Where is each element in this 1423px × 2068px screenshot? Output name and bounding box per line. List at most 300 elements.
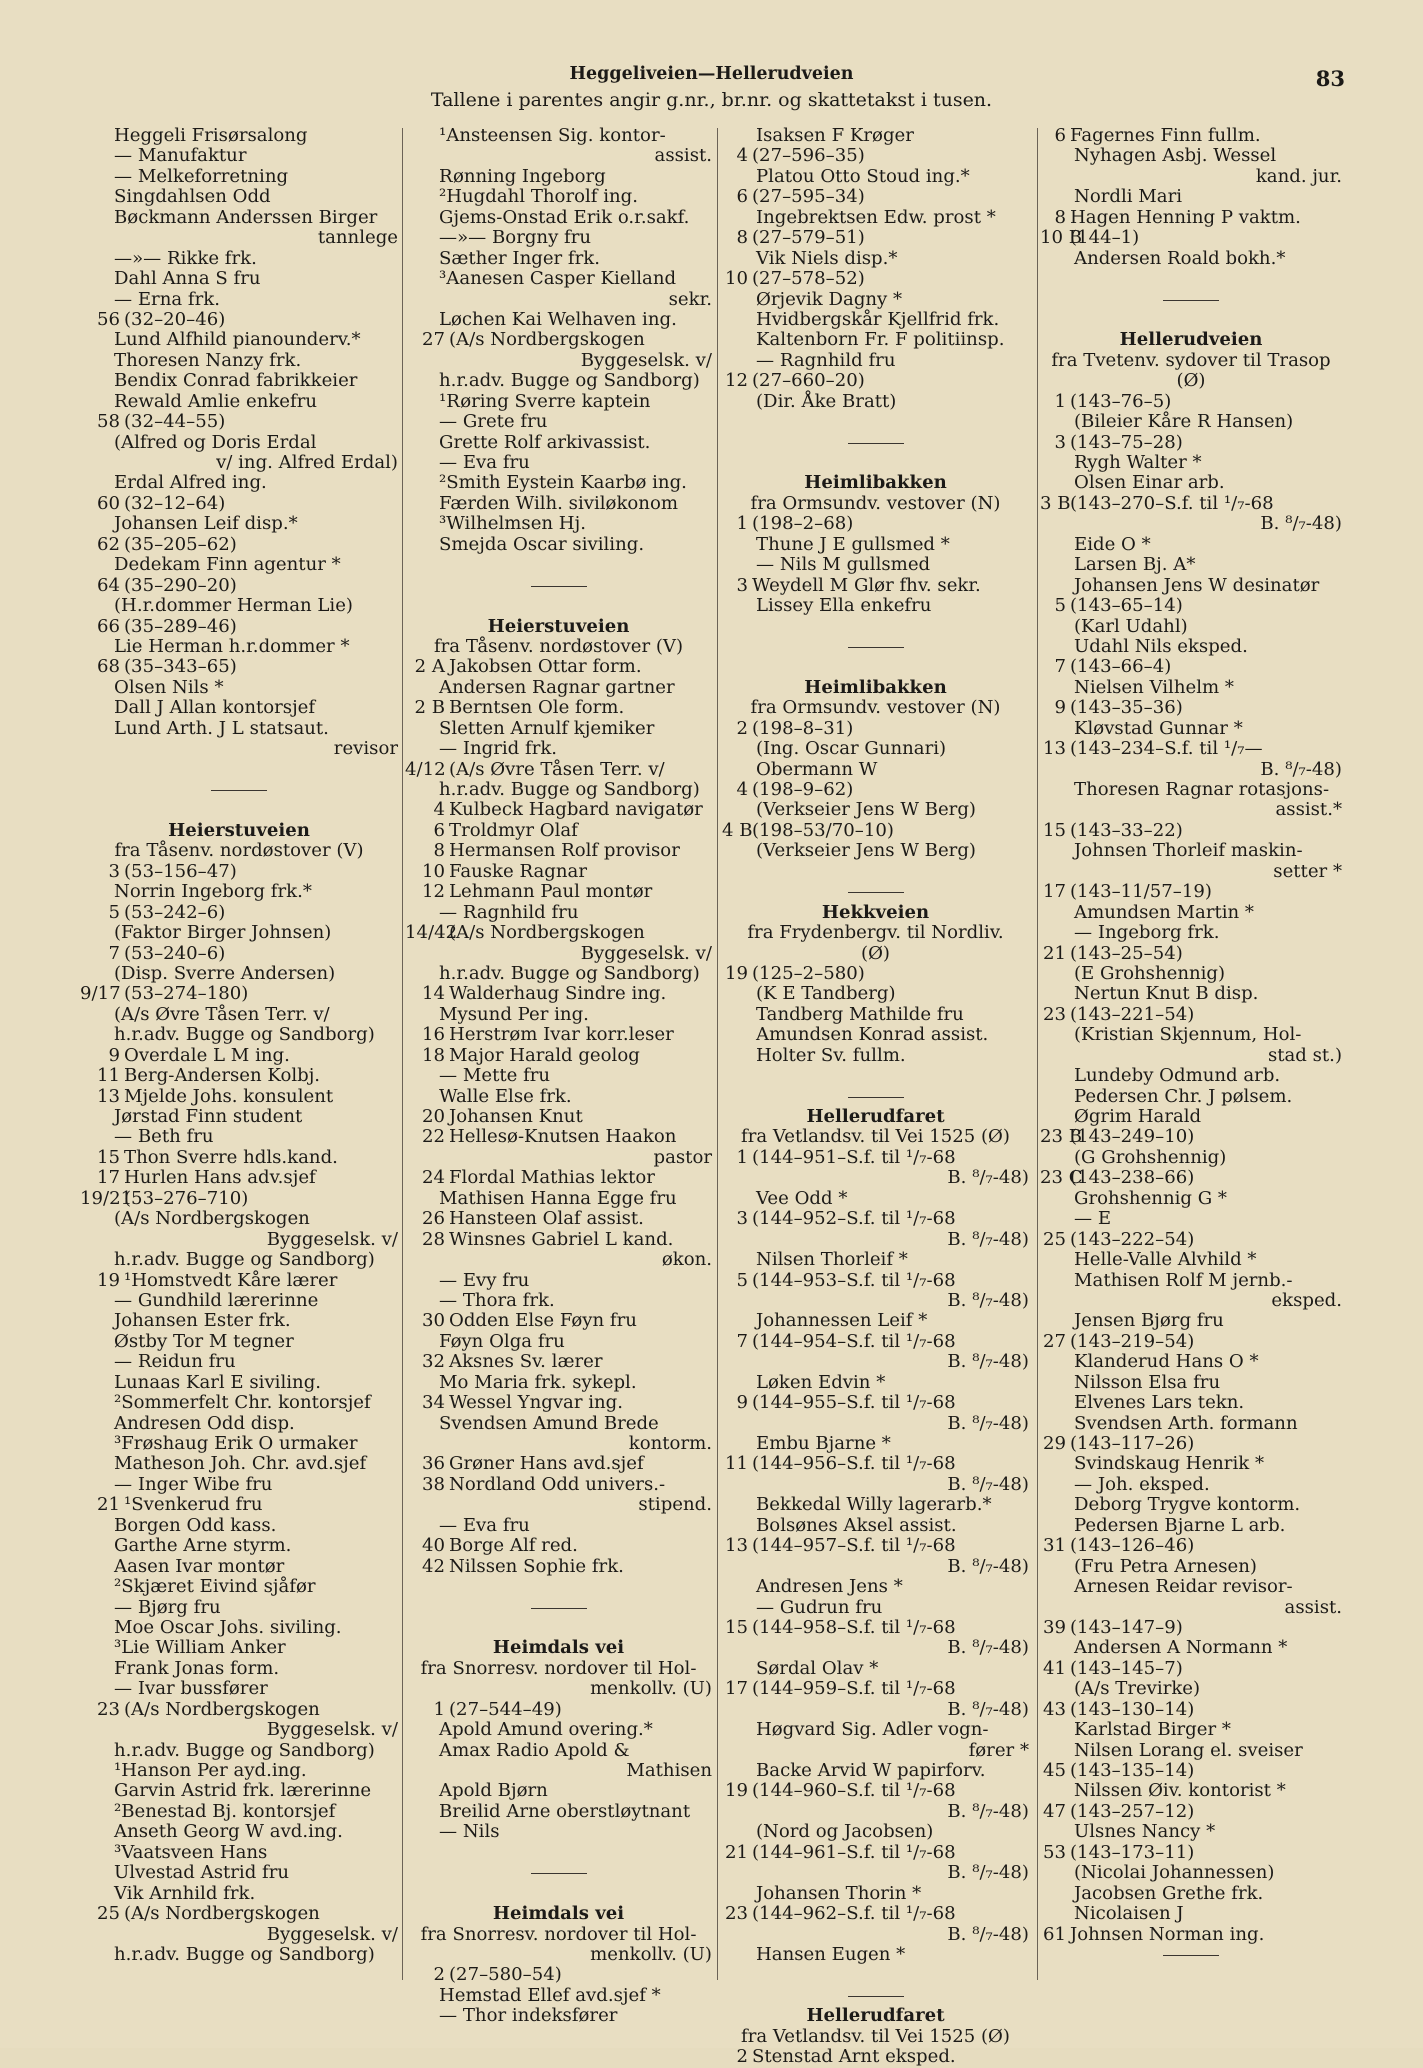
- resident-entry: ³Lie William Anker: [114, 1637, 286, 1659]
- resident-entry: Nyhagen Asbj. Wessel: [1074, 145, 1277, 167]
- entry-text: (143–65–14): [1070, 595, 1183, 617]
- street-route: fra Snorresv. nordover til Hol-: [420, 1657, 697, 1679]
- resident-entry: Olsen Nils *: [114, 676, 224, 698]
- entry-text: (198–8–31): [752, 717, 854, 739]
- house-number: 19: [724, 962, 748, 984]
- house-entry: [1040, 1659, 1342, 1679]
- resident-entry: Ørjevik Dagny *: [756, 288, 903, 310]
- house-number: 11: [96, 1065, 120, 1087]
- resident-entry: Bekkedal Willy lagerarb.*: [756, 1494, 992, 1516]
- entry-text: (27–544–49): [449, 1698, 562, 1720]
- house-number: 19/21: [80, 1187, 133, 1209]
- resident-entry: (K E Tandberg): [756, 983, 896, 1005]
- resident-entry: Lissey Ella enkefru: [756, 595, 932, 617]
- resident-entry: (Nord og Jacobsen): [756, 1821, 934, 1843]
- resident-entry: Svindskaug Henrik *: [1074, 1453, 1265, 1475]
- resident-entry: (Dir. Åke Bratt): [756, 390, 897, 412]
- house-entry: [1040, 944, 1342, 964]
- resident-entry: Garvin Astrid frk. lærerinne: [114, 1780, 372, 1802]
- entry-continuation: v/ ing. Alfred Erdal): [216, 452, 398, 473]
- house-entry: [722, 780, 1029, 800]
- resident-entry: — Thora frk.: [439, 1289, 555, 1311]
- entry-continuation: setter *: [1273, 860, 1342, 882]
- house-number: 7: [736, 1330, 748, 1352]
- entry-text: (198–9–62): [752, 779, 854, 800]
- resident-entry: Eide O *: [1074, 533, 1151, 555]
- entry-text: Stenstad Arnt eksped.: [752, 2046, 956, 2068]
- house-number: 3 B: [1040, 492, 1071, 514]
- house-number: 42: [421, 1555, 445, 1577]
- entry-text: (53–240–6): [124, 942, 226, 964]
- resident-entry: Norrin Ingeborg frk.*: [114, 881, 312, 903]
- house-entry: [1040, 1761, 1342, 1781]
- resident-entry: Dedekam Finn agentur *: [114, 554, 341, 576]
- entry-text: Troldmyr Olaf: [449, 819, 578, 841]
- resident-entry: h.r.adv. Bugge og Sandborg): [439, 370, 700, 392]
- house-entry: [722, 719, 1029, 739]
- street-route: fra Vetlandsv. til Vei 1525 (Ø): [741, 2025, 1010, 2047]
- house-number: 23 C: [1040, 1167, 1083, 1189]
- house-entry: [80, 984, 398, 1004]
- house-entry: [405, 1700, 712, 1720]
- house-number: 34: [421, 1392, 445, 1414]
- resident-entry: Jensen Bjørg fru: [1074, 1310, 1224, 1332]
- resident-entry: ¹Røring Sverre kaptein: [439, 390, 651, 412]
- street-heading: Heimdals vei: [492, 1637, 625, 1659]
- resident-entry: — Nils M gullsmed: [756, 554, 931, 576]
- resident-entry: Backe Arvid W papirforv.: [756, 1760, 986, 1781]
- house-number: 29: [1042, 1433, 1066, 1454]
- resident-entry: Pedersen Chr. J pølsem.: [1074, 1085, 1293, 1107]
- house-entry: [405, 882, 712, 902]
- house-number: 60: [96, 492, 120, 514]
- street-heading: Heimlibakken: [804, 676, 947, 698]
- resident-entry: — Ingrid frk.: [439, 738, 558, 760]
- entry-continuation: kontorm.: [628, 1433, 712, 1454]
- house-number: 4: [736, 779, 748, 800]
- entry-continuation: B. ⁸/₇-48): [947, 1289, 1029, 1311]
- house-entry: [405, 698, 712, 718]
- resident-entry: Andersen A Normann *: [1074, 1637, 1288, 1659]
- resident-entry: Anseth Georg W avd.ing.: [114, 1821, 343, 1843]
- house-number: 13: [1042, 738, 1066, 760]
- resident-entry: Arnesen Reidar revisor-: [1074, 1576, 1293, 1598]
- resident-entry: Johnsen Thorleif maskin-: [1074, 840, 1303, 862]
- house-entry: [722, 821, 1029, 841]
- resident-entry: Johansen Ester frk.: [114, 1310, 291, 1332]
- resident-entry: Lund Alfhild pianounderv.*: [114, 329, 361, 351]
- resident-entry: Vik Arnhild frk.: [114, 1882, 256, 1904]
- entry-continuation: pastor: [653, 1146, 712, 1168]
- house-number: 5: [736, 1269, 748, 1291]
- entry-text: (144–951–S.f. til ¹/₇-68: [752, 1146, 956, 1168]
- resident-entry: Grohshennig G *: [1074, 1187, 1227, 1209]
- house-entry: [405, 841, 712, 861]
- house-entry: [405, 1352, 712, 1372]
- house-number: 2: [433, 1964, 445, 1986]
- resident-entry: — Evy fru: [439, 1269, 530, 1291]
- resident-entry: ³Frøshaug Erik O urmaker: [114, 1433, 358, 1454]
- resident-entry: (A/s Trevirke): [1074, 1678, 1201, 1700]
- house-entry: [1040, 1127, 1342, 1147]
- house-entry: [1040, 1230, 1342, 1250]
- page-number: 83: [1315, 66, 1345, 91]
- resident-entry: Bøckmann Anderssen Birger: [114, 206, 378, 228]
- house-number: 6: [433, 819, 445, 841]
- house-number: 17: [1042, 881, 1066, 903]
- resident-entry: Aasen Ivar montør: [114, 1555, 285, 1577]
- entry-text: (144–959–S.f. til ¹/₇-68: [752, 1678, 956, 1700]
- street-heading: Heierstuveien: [487, 615, 630, 637]
- house-number: 9: [108, 1044, 120, 1066]
- page-subtitle: Tallene i parentes angir g.nr., br.nr. og skattetakst i tusen.: [430, 89, 993, 111]
- house-entry: [1040, 392, 1342, 412]
- spacer: [722, 657, 1029, 677]
- resident-entry: Sletten Arnulf kjemiker: [439, 717, 655, 739]
- street-route: fra Tåsenv. nordøstover (V): [433, 635, 684, 657]
- house-entry: [80, 1168, 398, 1188]
- resident-entry: Garthe Arne styrm.: [114, 1535, 292, 1557]
- resident-entry: Nordli Mari: [1074, 186, 1183, 208]
- house-entry: [722, 269, 1029, 289]
- entry-text: Hagen Henning P vaktm.: [1070, 206, 1301, 228]
- resident-entry: Thune J E gullsmed *: [756, 533, 950, 555]
- house-entry: [722, 1536, 1029, 1556]
- entry-text: Flordal Mathias lektor: [449, 1167, 655, 1189]
- entry-continuation: B. ⁸/₇-48): [947, 1167, 1029, 1189]
- house-entry: [405, 923, 712, 943]
- house-number: 56: [96, 308, 120, 330]
- house-entry: [80, 494, 398, 514]
- resident-entry: Andersen Roald bokh.*: [1074, 247, 1286, 269]
- entry-text: (53–274–180): [124, 983, 249, 1005]
- house-number: 8: [736, 227, 748, 249]
- house-entry: [1040, 882, 1342, 902]
- resident-entry: (Karl Udahl): [1074, 615, 1188, 637]
- entry-continuation: B. ⁸/₇-48): [947, 1412, 1029, 1434]
- resident-entry: Dahl Anna S fru: [114, 268, 261, 290]
- entry-continuation: eksped.: [1271, 1289, 1342, 1311]
- entry-text: (143–173–11): [1070, 1841, 1195, 1863]
- resident-entry: (Disp. Sverre Andersen): [114, 962, 336, 984]
- house-entry: [1040, 1700, 1342, 1720]
- spacer: [405, 555, 712, 575]
- entry-text: (143–238–66): [1070, 1167, 1195, 1189]
- house-number: 4: [736, 145, 748, 167]
- house-number: 10: [421, 860, 445, 882]
- section-rule: [405, 1598, 712, 1618]
- resident-entry: Dall J Allan kontorsjef: [114, 697, 316, 719]
- resident-entry: Mathisen Rolf M jernb.-: [1074, 1269, 1293, 1291]
- resident-entry: Smejda Oscar siviling.: [439, 533, 645, 555]
- resident-entry: Nertun Knut B disp.: [1074, 983, 1259, 1005]
- resident-entry: (A/s Øvre Tåsen Terr. v/: [114, 1003, 330, 1025]
- section-rule: [722, 637, 1029, 657]
- house-number: 3: [736, 1208, 748, 1230]
- house-number: 27: [421, 329, 445, 351]
- resident-entry: Helle-Valle Alvhild *: [1074, 1249, 1257, 1271]
- entry-continuation: sekr.: [668, 288, 712, 310]
- entry-text: Borge Alf red.: [449, 1535, 578, 1557]
- house-number: 19: [724, 1780, 748, 1802]
- house-entry: [80, 576, 398, 596]
- entry-text: Berntsen Ole form.: [449, 697, 625, 719]
- resident-entry: Thoresen Nanzy frk.: [114, 349, 302, 371]
- resident-entry: (H.r.dommer Herman Lie): [114, 595, 353, 617]
- house-number: 11: [724, 1453, 748, 1475]
- entry-text: Major Harald geolog: [449, 1044, 640, 1066]
- resident-entry: Vik Niels disp.*: [756, 247, 898, 269]
- house-entry: [405, 657, 712, 677]
- resident-entry: (Kristian Skjennum, Hol-: [1074, 1024, 1302, 1046]
- entry-continuation: Byggeselsk. v/: [266, 1228, 398, 1250]
- resident-entry: Ulsnes Nancy *: [1074, 1821, 1216, 1843]
- resident-entry: Færden Wilh. siviløkonom: [439, 492, 679, 514]
- resident-entry: Lie Herman h.r.dommer *: [114, 635, 350, 657]
- entry-text: (27–578–52): [752, 268, 865, 290]
- house-number: 1: [1054, 390, 1066, 412]
- street-route: fra Tvetenv. sydover til Trasop: [1051, 349, 1331, 371]
- house-number: 15: [96, 1146, 120, 1168]
- resident-entry: (Nicolai Johannessen): [1074, 1862, 1275, 1884]
- house-entry: [722, 1904, 1029, 1924]
- entry-text: (143–222–54): [1070, 1228, 1195, 1250]
- house-entry: [1040, 1618, 1342, 1638]
- entry-text: (143–135–14): [1070, 1760, 1195, 1781]
- resident-entry: Heggeli Frisørsalong: [114, 125, 308, 146]
- house-entry: [405, 1311, 712, 1331]
- entry-text: (198–2–68): [752, 513, 854, 535]
- entry-continuation: B. ⁸/₇-48): [947, 1862, 1029, 1884]
- street-route: fra Tåsenv. nordøstover (V): [114, 840, 364, 862]
- house-entry: [80, 1087, 398, 1107]
- entry-text: (144–955–S.f. til ¹/₇-68: [752, 1392, 956, 1414]
- house-entry: [1040, 1925, 1342, 1945]
- house-entry: [1040, 433, 1342, 453]
- house-entry: [1040, 1434, 1342, 1454]
- spacer: [405, 1843, 712, 1863]
- house-number: 12: [421, 881, 445, 903]
- section-rule: [1040, 290, 1342, 310]
- house-entry: [722, 1271, 1029, 1291]
- entry-continuation: B. ⁸/₇-48): [947, 1555, 1029, 1577]
- resident-entry: Amundsen Konrad assist.: [756, 1024, 989, 1046]
- house-number: 9: [736, 1392, 748, 1414]
- spacer: [722, 412, 1029, 432]
- entry-text: (144–962–S.f. til ¹/₇-68: [752, 1903, 956, 1925]
- resident-entry: ¹Ansteensen Sig. kontor-: [439, 125, 666, 146]
- resident-entry: Frank Jonas form.: [114, 1657, 280, 1679]
- house-number: 22: [421, 1126, 445, 1148]
- house-number: 1: [736, 513, 748, 535]
- entry-text: (35–289–46): [124, 615, 237, 637]
- street-heading: Hekkveien: [821, 901, 930, 923]
- entry-text: (35–343–65): [124, 656, 237, 678]
- resident-entry: — Beth fru: [114, 1126, 214, 1148]
- entry-text: (143–130–14): [1070, 1698, 1195, 1720]
- entry-text: Jakobsen Ottar form.: [449, 656, 642, 678]
- resident-entry: Amundsen Martin *: [1074, 901, 1254, 923]
- entry-text: (35–290–20): [124, 574, 237, 596]
- entry-text: Lehmann Paul montør: [449, 881, 653, 903]
- street-route: fra Frydenbergv. til Nordliv.: [747, 922, 1004, 944]
- house-entry: [80, 1066, 398, 1086]
- house-number: 17: [724, 1678, 748, 1700]
- spacer: [1040, 269, 1342, 289]
- entry-continuation: økon.: [661, 1249, 712, 1271]
- entry-continuation: kand. jur.: [1255, 165, 1342, 187]
- resident-entry: (Faktor Birger Johnsen): [114, 922, 332, 944]
- resident-entry: — Inger Wibe fru: [114, 1473, 273, 1495]
- street-route: fra Ormsundv. vestover (N): [750, 697, 1001, 719]
- house-entry: [80, 1271, 398, 1291]
- house-number: 24: [421, 1167, 445, 1189]
- house-number: 20: [421, 1106, 445, 1127]
- house-entry: [80, 1148, 398, 1168]
- entry-text: (143–75–28): [1070, 431, 1183, 453]
- spacer: [80, 800, 398, 820]
- entry-text: Fauske Ragnar: [449, 860, 587, 882]
- resident-entry: Embu Bjarne *: [756, 1433, 891, 1454]
- entry-text: (144–958–S.f. til ¹/₇-68: [752, 1616, 956, 1638]
- house-entry: [80, 412, 398, 432]
- resident-entry: Jørstad Finn student: [114, 1106, 303, 1127]
- resident-entry: h.r.adv. Bugge og Sandborg): [439, 962, 700, 984]
- entry-continuation: revisor: [333, 738, 398, 760]
- entry-text: (A/s Nordbergskogen: [124, 1698, 320, 1720]
- house-entry: [405, 1536, 712, 1556]
- spacer: [405, 1577, 712, 1597]
- entry-text: Hurlen Hans adv.sjef: [124, 1167, 316, 1189]
- entry-text: Odden Else Føyn fru: [449, 1310, 637, 1332]
- entry-continuation: assist.*: [1275, 799, 1342, 821]
- resident-entry: Lunaas Karl E siviling.: [114, 1371, 322, 1393]
- entry-continuation: tannlege: [317, 227, 398, 249]
- entry-text: (27–596–35): [752, 145, 865, 167]
- house-number: 2: [736, 2046, 748, 2068]
- house-number: 14/42: [405, 922, 458, 944]
- house-entry: [1040, 821, 1342, 841]
- house-number: 25: [1042, 1228, 1066, 1250]
- house-entry: [405, 821, 712, 841]
- entry-text: (32–20–46): [124, 308, 226, 330]
- entry-text: Wessel Yngvar ing.: [449, 1392, 624, 1414]
- resident-entry: Løchen Kai Welhaven ing.: [439, 308, 677, 330]
- street-heading: Heierstuveien: [168, 819, 310, 841]
- house-number: 21: [1042, 942, 1066, 964]
- house-number: 39: [1042, 1616, 1066, 1638]
- house-number: 10: [724, 268, 748, 290]
- street-heading: Hellerudfaret: [806, 1106, 945, 1127]
- house-number: 23: [96, 1698, 120, 1720]
- street-route: fra Snorresv. nordover til Hol-: [420, 1923, 697, 1945]
- resident-entry: ³Aanesen Casper Kielland: [439, 268, 677, 290]
- resident-entry: Lundeby Odmund arb.: [1074, 1065, 1281, 1087]
- house-entry: [405, 1557, 712, 1577]
- house-entry: [80, 535, 398, 555]
- house-number: 2 B: [414, 697, 445, 719]
- house-entry: [80, 903, 398, 923]
- house-entry: [405, 1046, 712, 1066]
- entry-continuation: Byggeselsk. v/: [580, 942, 712, 964]
- entry-continuation: assist.: [1284, 1596, 1342, 1618]
- entry-text: (27–579–51): [752, 227, 865, 249]
- resident-entry: Apold Bjørn: [439, 1780, 548, 1802]
- spacer: [722, 1965, 1029, 1985]
- resident-entry: Larsen Bj. A*: [1074, 554, 1196, 576]
- entry-text: (27–660–20): [752, 370, 865, 392]
- house-entry: [405, 1168, 712, 1188]
- house-number: 66: [96, 615, 120, 637]
- resident-entry: Mysund Per ing.: [439, 1003, 589, 1025]
- resident-entry: Nilssen Øiv. kontorist *: [1074, 1780, 1286, 1802]
- house-entry: [1040, 657, 1342, 677]
- spacer: [722, 617, 1029, 637]
- resident-entry: (Bileier Kåre R Hansen): [1074, 411, 1294, 433]
- entry-text: (143–147–9): [1070, 1616, 1183, 1638]
- resident-entry: — Nils: [439, 1821, 500, 1843]
- entry-text: Nilssen Sophie frk.: [449, 1555, 624, 1577]
- house-number: 23: [1042, 1003, 1066, 1025]
- section-rule: [405, 1863, 712, 1883]
- house-number: 4/12: [405, 758, 446, 780]
- section-rule: [80, 780, 398, 800]
- resident-entry: — Joh. eksped.: [1074, 1473, 1210, 1495]
- resident-entry: h.r.adv. Bugge og Sandborg): [114, 1739, 375, 1761]
- house-entry: [1040, 739, 1342, 759]
- entry-text: Winsnes Gabriel L kand.: [449, 1228, 674, 1250]
- resident-entry: Nilsson Elsa fru: [1074, 1371, 1221, 1393]
- resident-entry: Borgen Odd kass.: [114, 1514, 277, 1536]
- house-entry: [722, 1843, 1029, 1863]
- resident-entry: Vee Odd *: [756, 1187, 848, 1209]
- house-number: 23: [724, 1903, 748, 1925]
- house-number: 21: [96, 1494, 120, 1516]
- resident-entry: (G Grohshennig): [1074, 1146, 1227, 1168]
- entry-continuation: Byggeselsk. v/: [266, 1719, 398, 1741]
- house-entry: [722, 1332, 1029, 1352]
- resident-entry: — Reidun fru: [114, 1351, 236, 1373]
- entry-text: Overdale L M ing.: [124, 1044, 290, 1066]
- resident-entry: Lund Arth. J L statsaut.: [114, 717, 329, 739]
- entry-text: Johnsen Norman ing.: [1070, 1923, 1265, 1945]
- resident-entry: Matheson Joh. Chr. avd.sjef: [114, 1453, 367, 1475]
- resident-entry: Holter Sv. fullm.: [756, 1044, 906, 1066]
- entry-text: Mjelde Johs. konsulent: [124, 1085, 334, 1107]
- entry-text: (A/s Øvre Tåsen Terr. v/: [449, 758, 665, 780]
- entry-continuation: Byggeselsk. v/: [266, 1923, 398, 1945]
- house-entry: [80, 1904, 398, 1924]
- resident-entry: Rygh Walter *: [1074, 452, 1202, 473]
- entry-continuation: fører *: [968, 1739, 1029, 1761]
- page-title: Heggeliveien—Hellerudveien: [569, 64, 854, 84]
- house-number: 9/17: [80, 983, 121, 1005]
- entry-continuation: B. ⁸/₇-48): [947, 1228, 1029, 1250]
- resident-entry: Obermann W: [756, 758, 878, 780]
- spacer: [1040, 310, 1342, 330]
- resident-entry: Breilid Arne oberstløytnant: [439, 1800, 691, 1822]
- resident-entry: — Ivar bussfører: [114, 1678, 268, 1700]
- house-number: 61: [1042, 1923, 1066, 1945]
- house-number: 4 B: [722, 819, 753, 841]
- resident-entry: Jacobsen Grethe frk.: [1074, 1882, 1264, 1904]
- house-entry: [405, 330, 712, 350]
- street-route: fra Vetlandsv. til Vei 1525 (Ø): [741, 1126, 1010, 1148]
- house-number: 25: [96, 1903, 120, 1925]
- entry-text: (143–219–54): [1070, 1330, 1195, 1352]
- house-entry: [80, 1189, 398, 1209]
- resident-entry: Hemstad Ellef avd.sjef *: [439, 1984, 661, 2006]
